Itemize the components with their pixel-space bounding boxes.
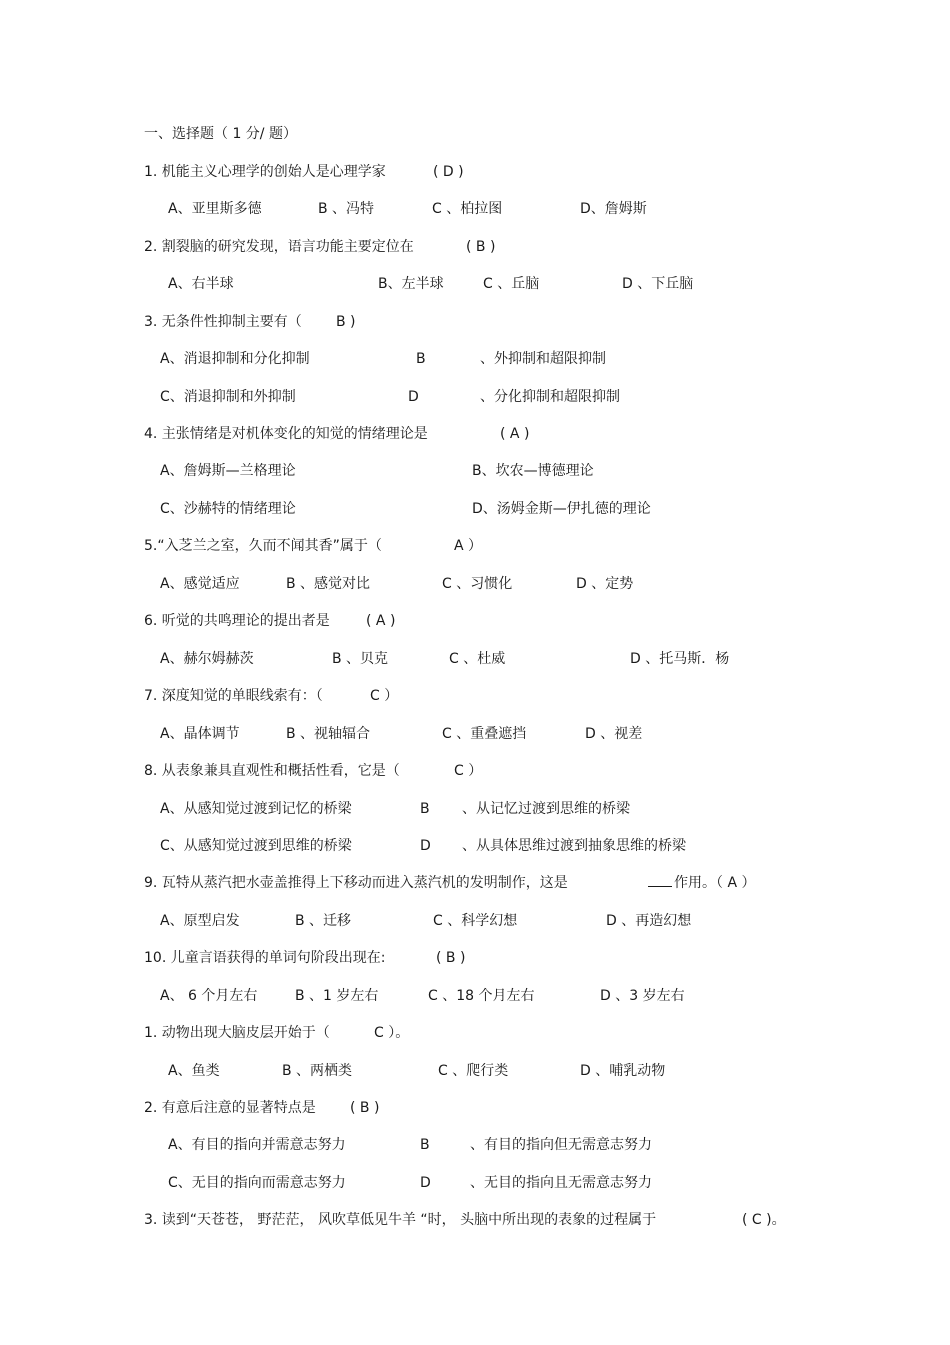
option-a: A、赫尔姆赫茨	[160, 651, 254, 667]
option-d: 、分化抑制和超限抑制	[480, 389, 620, 405]
question-stem: 10. 儿童言语获得的单词句阶段出现在:	[144, 950, 386, 966]
option-b-letter: B	[420, 1137, 430, 1153]
option-b: B、坎农—博德理论	[472, 463, 594, 479]
option-d: D 、视差	[585, 726, 643, 742]
answer-mark: ( C )。	[742, 1212, 786, 1228]
answer-mark: B )	[336, 314, 356, 330]
answer-mark: ( B )	[350, 1100, 380, 1116]
option-b: B 、贝克	[332, 651, 389, 667]
option-a: A、原型启发	[160, 913, 240, 929]
option-b: 、外抑制和超限抑制	[480, 351, 606, 367]
answer-mark: ( A )	[366, 613, 396, 629]
question-stem: 6. 听觉的共鸣理论的提出者是	[144, 613, 330, 629]
question-stem: 1. 机能主义心理学的创始人是心理学家	[144, 164, 386, 180]
option-a: A、有目的指向并需意志努力	[168, 1137, 346, 1153]
option-a: A、右半球	[168, 276, 234, 292]
answer-mark: C ）	[454, 763, 483, 779]
option-a: A、鱼类	[168, 1063, 220, 1079]
option-b-letter: B	[416, 351, 426, 367]
answer-mark: ( A )	[500, 426, 530, 442]
question-stem: 1. 动物出现大脑皮层开始于（	[144, 1025, 330, 1041]
option-d: D 、定势	[576, 576, 634, 592]
option-c: C、沙赫特的情绪理论	[160, 501, 296, 517]
option-c: C 、18 个月左右	[428, 988, 535, 1004]
question-stem: 5.“入芝兰之室，久而不闻其香”属于（	[144, 538, 382, 554]
option-b: B 、视轴辐合	[286, 726, 371, 742]
section-heading: 一、选择题（ 1 分/ 题）	[144, 126, 297, 142]
answer-mark: C ）	[370, 688, 399, 704]
question-stem: 3. 无条件性抑制主要有（	[144, 314, 302, 330]
option-c: C 、丘脑	[483, 276, 540, 292]
option-b: B 、两栖类	[282, 1063, 353, 1079]
option-d: D、汤姆金斯—伊扎德的理论	[472, 501, 651, 517]
option-d: 、无目的指向且无需意志努力	[470, 1175, 652, 1191]
answer-mark: ( D )	[433, 164, 464, 180]
option-c: C 、柏拉图	[432, 201, 503, 217]
option-b: 、有目的指向但无需意志努力	[470, 1137, 652, 1153]
option-c: C 、科学幻想	[433, 913, 518, 929]
option-d: D、詹姆斯	[580, 201, 647, 217]
option-a: A、消退抑制和分化抑制	[160, 351, 310, 367]
option-d: 、从具体思维过渡到抽象思维的桥梁	[462, 838, 686, 854]
question-stem: 7. 深度知觉的单眼线索有：（	[144, 688, 323, 704]
option-b: B 、冯特	[318, 201, 375, 217]
option-d-letter: D	[420, 1175, 431, 1191]
question-tail: 作用。（ A ）	[674, 875, 756, 891]
option-d: D 、托马斯．杨	[630, 651, 730, 667]
question-stem: 9. 瓦特从蒸汽把水壶盖推得上下移动而进入蒸汽机的发明制作，这是	[144, 875, 568, 891]
option-b: 、从记忆过渡到思维的桥梁	[462, 801, 630, 817]
option-a: A、亚里斯多德	[168, 201, 262, 217]
option-c: C、无目的指向而需意志努力	[168, 1175, 346, 1191]
fill-blank	[648, 874, 672, 892]
option-c: C 、杜威	[449, 651, 506, 667]
option-b-letter: B	[420, 801, 430, 817]
option-d: D 、哺乳动物	[580, 1063, 666, 1079]
answer-mark: A ）	[454, 538, 483, 554]
question-stem: 2. 有意后注意的显著特点是	[144, 1100, 316, 1116]
option-a: A、詹姆斯—兰格理论	[160, 463, 296, 479]
option-b: B 、迁移	[295, 913, 352, 929]
option-a: A、 6 个月左右	[160, 988, 258, 1004]
option-c: C 、重叠遮挡	[442, 726, 527, 742]
option-d: D 、3 岁左右	[600, 988, 685, 1004]
answer-mark: ( B )	[466, 239, 496, 255]
option-a: A、晶体调节	[160, 726, 240, 742]
option-c: C 、习惯化	[442, 576, 513, 592]
option-c: C、消退抑制和外抑制	[160, 389, 296, 405]
question-stem: 4. 主张情绪是对机体变化的知觉的情绪理论是	[144, 426, 428, 442]
option-d: D 、再造幻想	[606, 913, 692, 929]
option-b: B、左半球	[378, 276, 444, 292]
option-b: B 、感觉对比	[286, 576, 371, 592]
option-c: C、从感知觉过渡到思维的桥梁	[160, 838, 352, 854]
question-stem: 3. 读到“天苍苍， 野茫茫， 风吹草低见牛羊 “时， 头脑中所出现的表象的过程属于	[144, 1212, 657, 1228]
option-d: D 、下丘脑	[622, 276, 694, 292]
option-d-letter: D	[408, 389, 419, 405]
option-d-letter: D	[420, 838, 431, 854]
option-b: B 、1 岁左右	[295, 988, 379, 1004]
question-stem: 8. 从表象兼具直观性和概括性看，它是（	[144, 763, 400, 779]
option-a: A、从感知觉过渡到记忆的桥梁	[160, 801, 352, 817]
answer-mark: C ）。	[374, 1025, 410, 1041]
option-c: C 、爬行类	[438, 1063, 509, 1079]
option-a: A、感觉适应	[160, 576, 240, 592]
answer-mark: ( B )	[436, 950, 466, 966]
question-stem: 2. 割裂脑的研究发现，语言功能主要定位在	[144, 239, 414, 255]
